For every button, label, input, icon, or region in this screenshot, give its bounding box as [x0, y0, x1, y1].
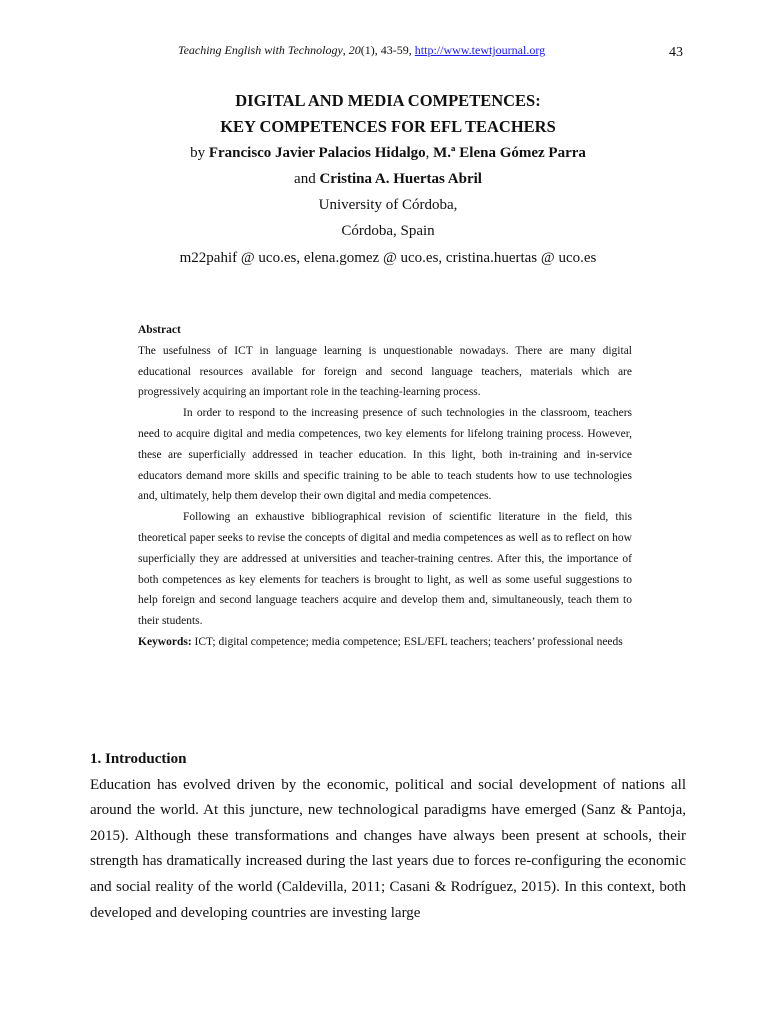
abstract-paragraph: In order to respond to the increasing presence of such technologies in the classroom, teachers need to acquire digital and media competences, two key elements for lifelong training process. However, these are superficially addressed in teacher education. In this light, both in-training and in-service educators demand more skills and specific training to be able to teach students how to use technologies and, ultimately, help them develop their own digital and media competences.: [138, 407, 632, 503]
abstract-section: [138, 320, 632, 653]
running-header: [0, 43, 768, 61]
author-emails: m22pahif @ uco.es, elena.gomez @ uco.es, cristina.huertas @ uco.es: [179, 250, 597, 266]
title-block: [90, 88, 686, 271]
keywords-line: [138, 632, 632, 653]
author-1: Francisco Javier Palacios Hidalgo: [208, 145, 426, 161]
abstract-paragraph: Following an exhaustive bibliographical revision of scientific literature in the field, this theoretical paper seeks to revise the concepts of digital and media competences as well as to reflect on how superficially they are addressed at universities and teacher-training centres. After this, the importance of both competences as key elements for teachers is brought to light, as well as some useful suggestions to help foreign and second language teachers acquire and develop them and, simultaneously, teach them to their students.: [138, 511, 632, 628]
author-separator: ,: [425, 145, 434, 161]
by-label: by: [190, 145, 209, 161]
journal-url-link[interactable]: http://www.tewtjournal.org: [414, 43, 546, 57]
author-2: M.ª Elena Gómez Parra: [433, 145, 586, 161]
abstract-heading: Abstract: [138, 324, 181, 336]
introduction-section: [90, 747, 686, 926]
and-label: and: [294, 171, 320, 187]
abstract-paragraph: The usefulness of ICT in language learning is unquestionable nowadays. There are many digital educational resources available for foreign and second language teachers, materials which are progressively acquiring an important role in the teaching-learning process.: [138, 344, 632, 399]
affiliation-university: University of Córdoba,: [318, 197, 458, 213]
journal-citation: Teaching English with Technology, 20(1), 43-59, http://www.tewtjournal.org: [178, 43, 546, 57]
journal-volume: 20: [348, 43, 361, 57]
paper-title-line-2: KEY COMPETENCES FOR EFL TEACHERS: [220, 117, 556, 136]
introduction-paragraph: Education has evolved driven by the economic, political and social development of nations all around the world. At this juncture, new technological paradigms have emerged (Sanz & Pantoja, 2015). Although these transformations and changes have always been present at schools, their strength has dramatically increased during the last years due to forces re-configuring the economic and social reality of the world (Caldevilla, 2011; Casani & Rodríguez, 2015). In this context, both developed and developing countries are investing large: [90, 776, 686, 921]
paper-title-line-1: DIGITAL AND MEDIA COMPETENCES:: [235, 91, 541, 110]
keywords-label: Keywords:: [138, 635, 192, 648]
affiliation-location: Córdoba, Spain: [341, 223, 435, 239]
page-number: 43: [669, 45, 683, 60]
keywords-list: ICT; digital competence; media competence; ESL/EFL teachers; teachers’ professional needs: [191, 635, 623, 648]
journal-issue-pages: (1), 43-59,: [360, 43, 415, 57]
journal-name: Teaching English with Technology: [178, 43, 343, 57]
author-3: Cristina A. Huertas Abril: [319, 171, 482, 187]
author-byline-2: [90, 166, 686, 192]
section-heading-introduction: 1. Introduction: [90, 751, 187, 767]
author-byline: [90, 140, 686, 166]
